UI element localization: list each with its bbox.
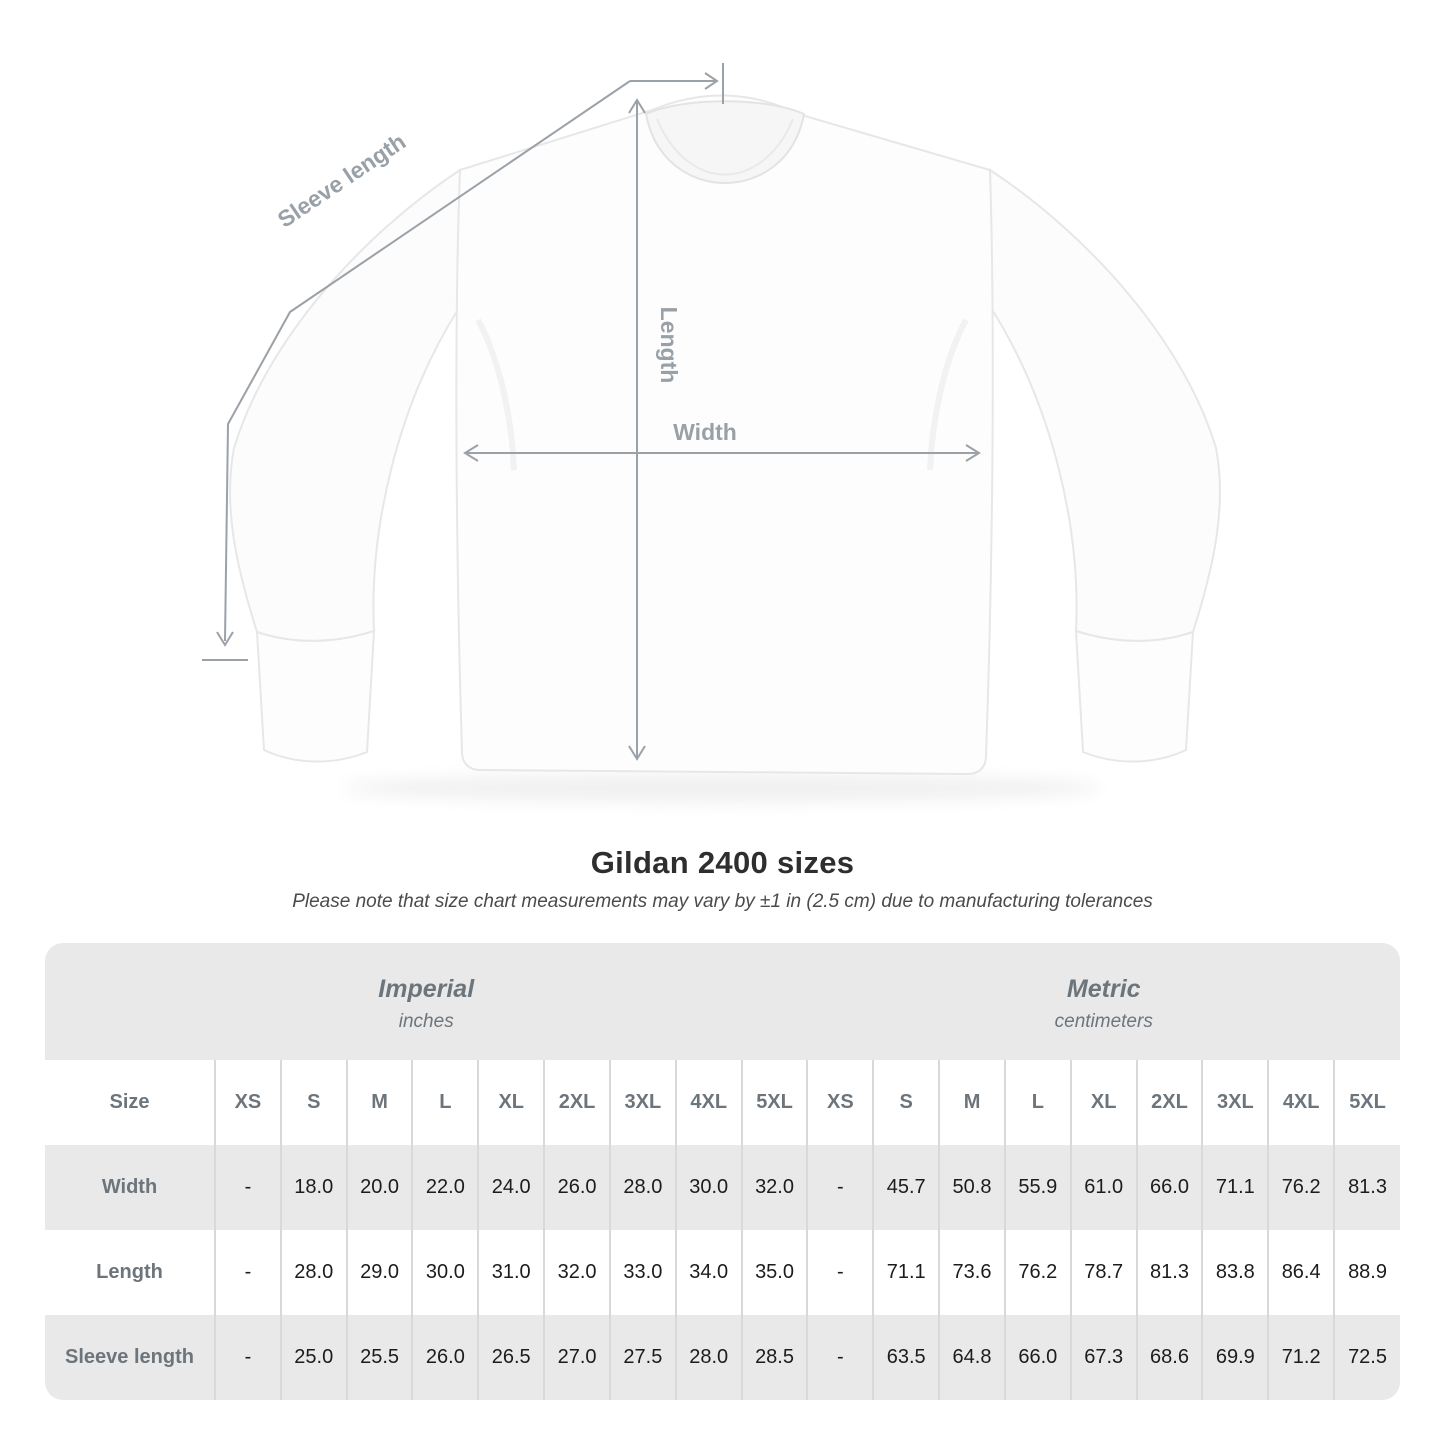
- width-label: Width: [673, 419, 737, 445]
- measurement-value-cell: 20.0: [347, 1145, 413, 1230]
- measurement-value-cell: 81.3: [1137, 1230, 1203, 1315]
- unit-group-0: [45, 943, 807, 1060]
- size-header-cell: XS: [215, 1060, 281, 1145]
- measurement-value-cell: -: [215, 1230, 281, 1315]
- size-header-cell: 3XL: [610, 1060, 676, 1145]
- measurement-value-cell: 88.9: [1334, 1230, 1400, 1315]
- unit-group-name: Imperial: [378, 975, 475, 1003]
- sleeve-length-label: Sleeve length: [272, 128, 411, 233]
- measurement-row-label: Width: [101, 1176, 158, 1198]
- measurement-value-cell: 18.0: [281, 1145, 347, 1230]
- size-header-cell: 5XL: [742, 1060, 808, 1145]
- measurement-value-cell: 50.8: [939, 1145, 1005, 1230]
- unit-group-unit: inches: [398, 1011, 454, 1032]
- size-header-cell: S: [281, 1060, 347, 1145]
- measurement-value-cell: 72.5: [1334, 1315, 1400, 1400]
- measurement-value-cell: 25.0: [281, 1315, 347, 1400]
- measurement-value-cell: 26.5: [478, 1315, 544, 1400]
- size-header-cell: XL: [1071, 1060, 1137, 1145]
- measurement-value-cell: 71.2: [1268, 1315, 1334, 1400]
- size-header-cell: 4XL: [676, 1060, 742, 1145]
- measurement-value-cell: 67.3: [1071, 1315, 1137, 1400]
- measurement-value-cell: 25.5: [347, 1315, 413, 1400]
- size-header-cell: M: [347, 1060, 413, 1145]
- size-header-cell: 3XL: [1202, 1060, 1268, 1145]
- measurement-value-cell: 55.9: [1005, 1145, 1071, 1230]
- measurement-row-label: Sleeve length: [65, 1346, 194, 1368]
- measurement-value-cell: 71.1: [873, 1230, 939, 1315]
- measurement-value-cell: 30.0: [412, 1230, 478, 1315]
- size-header-cell: XS: [807, 1060, 873, 1145]
- measurement-value-cell: 28.0: [610, 1145, 676, 1230]
- measurement-value-cell: 34.0: [676, 1230, 742, 1315]
- measurement-value-cell: 29.0: [347, 1230, 413, 1315]
- measurement-value-cell: 71.1: [1202, 1145, 1268, 1230]
- measurement-row: [45, 1230, 1400, 1315]
- measurement-value-cell: -: [215, 1145, 281, 1230]
- measurement-value-cell: -: [215, 1315, 281, 1400]
- measurement-value-cell: 76.2: [1268, 1145, 1334, 1230]
- measurement-row: [45, 1145, 1400, 1230]
- shirt-shadow: [342, 774, 1102, 802]
- measurement-value-cell: 27.5: [610, 1315, 676, 1400]
- measurement-value-cell: 35.0: [742, 1230, 808, 1315]
- measurement-value-cell: 45.7: [873, 1145, 939, 1230]
- unit-group-row: [45, 943, 1400, 1060]
- measurement-value-cell: 28.0: [676, 1315, 742, 1400]
- measurement-value-cell: 33.0: [610, 1230, 676, 1315]
- measurement-value-cell: 32.0: [544, 1230, 610, 1315]
- shirt-left-cuff: [257, 631, 374, 762]
- size-header-cell: M: [939, 1060, 1005, 1145]
- measurement-value-cell: 32.0: [742, 1145, 808, 1230]
- measurement-value-cell: 24.0: [478, 1145, 544, 1230]
- measurement-value-cell: 66.0: [1137, 1145, 1203, 1230]
- measurement-value-cell: 76.2: [1005, 1230, 1071, 1315]
- size-header-cell: 2XL: [544, 1060, 610, 1145]
- size-chart-table: [45, 943, 1400, 1400]
- unit-group-1: [807, 943, 1400, 1060]
- measurement-row-label: Length: [96, 1261, 163, 1283]
- shirt-left-sleeve: [230, 170, 460, 641]
- measurement-value-cell: 61.0: [1071, 1145, 1137, 1230]
- size-header-cell: S: [873, 1060, 939, 1145]
- measurement-value-cell: 68.6: [1137, 1315, 1203, 1400]
- measurement-value-cell: 28.5: [742, 1315, 808, 1400]
- size-header-cell: 4XL: [1268, 1060, 1334, 1145]
- size-header-cell: L: [1005, 1060, 1071, 1145]
- size-header-cell: 2XL: [1137, 1060, 1203, 1145]
- measurement-value-cell: -: [807, 1315, 873, 1400]
- shirt-right-sleeve: [990, 170, 1220, 641]
- measurement-value-cell: 73.6: [939, 1230, 1005, 1315]
- size-header-row: [45, 1060, 1400, 1145]
- length-label: Length: [656, 306, 682, 384]
- page-subtitle: Please note that size chart measurements may vary by ±1 in (2.5 cm) due to manufacturing tolerances: [292, 891, 1153, 912]
- measurement-row: [45, 1315, 1400, 1400]
- size-header-cell: XL: [478, 1060, 544, 1145]
- measurement-value-cell: 27.0: [544, 1315, 610, 1400]
- measurement-value-cell: 26.0: [544, 1145, 610, 1230]
- unit-group-unit: centimeters: [1054, 1011, 1153, 1032]
- chart-heading: [0, 845, 1445, 913]
- measurement-value-cell: 64.8: [939, 1315, 1005, 1400]
- size-header-cell: L: [412, 1060, 478, 1145]
- measurement-value-cell: 69.9: [1202, 1315, 1268, 1400]
- unit-group-name: Metric: [1066, 975, 1141, 1003]
- measurement-value-cell: 83.8: [1202, 1230, 1268, 1315]
- size-corner-header: Size: [109, 1091, 150, 1113]
- measurement-value-cell: 63.5: [873, 1315, 939, 1400]
- measurement-value-cell: 22.0: [412, 1145, 478, 1230]
- measurement-value-cell: 66.0: [1005, 1315, 1071, 1400]
- measurement-value-cell: -: [807, 1230, 873, 1315]
- page-title: Gildan 2400 sizes: [590, 845, 855, 880]
- measurement-value-cell: 81.3: [1334, 1145, 1400, 1230]
- size-chart-panel: [45, 943, 1400, 1400]
- size-header-cell: 5XL: [1334, 1060, 1400, 1145]
- shirt-right-cuff: [1076, 631, 1193, 762]
- measurement-value-cell: 78.7: [1071, 1230, 1137, 1315]
- measurement-value-cell: 31.0: [478, 1230, 544, 1315]
- measurement-value-cell: 86.4: [1268, 1230, 1334, 1315]
- measurement-value-cell: 26.0: [412, 1315, 478, 1400]
- measurement-value-cell: 30.0: [676, 1145, 742, 1230]
- measurement-value-cell: -: [807, 1145, 873, 1230]
- measurement-value-cell: 28.0: [281, 1230, 347, 1315]
